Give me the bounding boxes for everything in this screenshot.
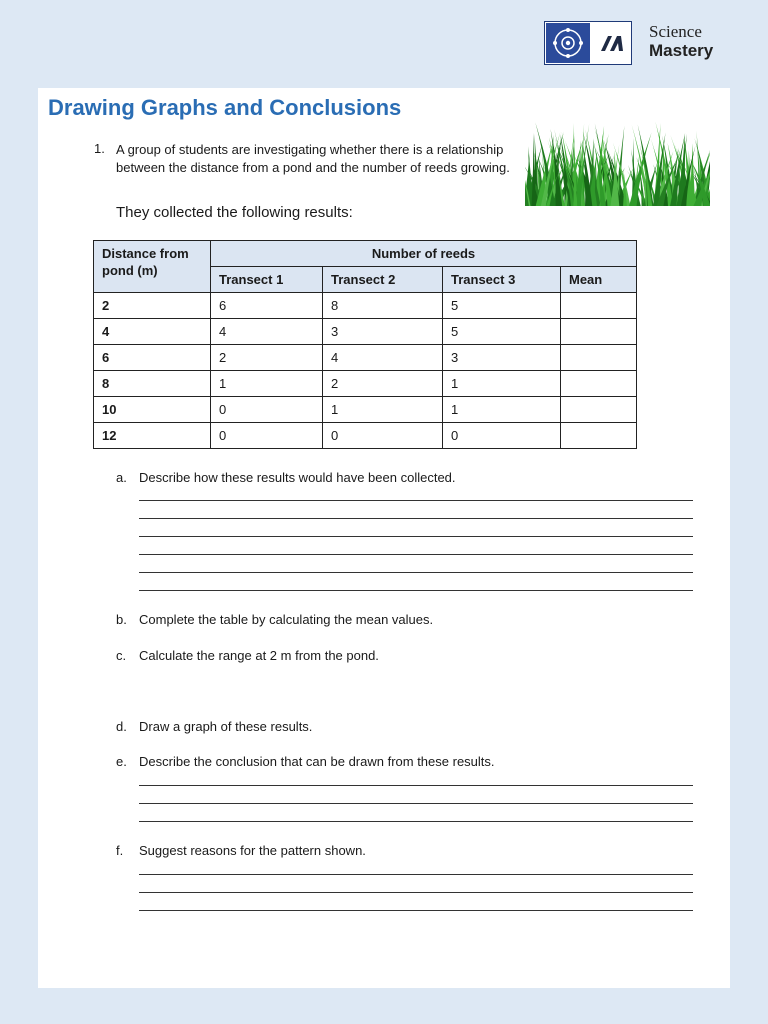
collected-intro: They collected the following results: [116, 204, 353, 221]
page-title: Drawing Graphs and Conclusions [48, 95, 402, 120]
grass-illustration [525, 122, 710, 206]
transect-2-cell: 4 [323, 345, 443, 371]
col-header-transect-3: Transect 3 [443, 267, 561, 293]
transect-2-cell: 8 [323, 293, 443, 319]
subquestion-f [116, 843, 366, 858]
col-header-mean: Mean [561, 267, 637, 293]
mean-cell[interactable] [561, 423, 637, 449]
transect-2-cell: 0 [323, 423, 443, 449]
subquestion-d [116, 719, 312, 734]
transect-1-cell: 1 [211, 371, 323, 397]
answer-line[interactable] [139, 500, 693, 501]
logo-mark [544, 21, 632, 65]
transect-3-cell: 1 [443, 397, 561, 423]
distance-cell: 8 [94, 371, 211, 397]
transect-3-cell: 3 [443, 345, 561, 371]
table-row [94, 397, 637, 423]
transect-1-cell: 4 [211, 319, 323, 345]
subquestion-letter: c. [116, 648, 127, 663]
answer-line[interactable] [139, 821, 693, 822]
reeds-group-header: Number of reeds [211, 241, 637, 267]
mean-cell[interactable] [561, 397, 637, 423]
subquestion-letter: f. [116, 843, 124, 858]
subquestion-text: Complete the table by calculating the mean values. [139, 612, 434, 627]
answer-line[interactable] [139, 572, 693, 573]
subquestion-text: Suggest reasons for the pattern shown. [139, 843, 366, 858]
results-table [93, 240, 637, 449]
mean-cell[interactable] [561, 293, 637, 319]
col-header-transect-2: Transect 2 [323, 267, 443, 293]
logo-wordmark [649, 22, 713, 60]
subquestion-b [116, 612, 433, 627]
atom-icon [546, 23, 590, 63]
question-number: 1. [94, 141, 105, 156]
answer-line[interactable] [139, 536, 693, 537]
subquestion-c [116, 648, 379, 663]
table-row [94, 371, 637, 397]
answer-line[interactable] [139, 892, 693, 893]
subquestion-letter: b. [116, 612, 127, 627]
subquestion-letter: d. [116, 719, 127, 734]
subquestion-text: Draw a graph of these results. [139, 719, 313, 734]
transect-1-cell: 6 [211, 293, 323, 319]
subquestion-e [116, 754, 495, 769]
distance-cell: 12 [94, 423, 211, 449]
subquestion-a [116, 470, 456, 485]
mean-cell[interactable] [561, 319, 637, 345]
table-row [94, 423, 637, 449]
distance-cell: 2 [94, 293, 211, 319]
transect-2-cell: 2 [323, 371, 443, 397]
mean-cell[interactable] [561, 345, 637, 371]
subquestion-text: Calculate the range at 2 m from the pond. [139, 648, 379, 663]
subquestion-letter: a. [116, 470, 127, 485]
question-text: A group of students are investigating whether there is a relationship between the distance from a pond and the number of reeds growing. [116, 142, 510, 175]
answer-line[interactable] [139, 590, 693, 591]
transect-2-cell: 1 [323, 397, 443, 423]
logo-line-2: Mastery [649, 41, 714, 60]
table-row [94, 293, 637, 319]
transect-2-cell: 3 [323, 319, 443, 345]
transect-1-cell: 0 [211, 397, 323, 423]
answer-line[interactable] [139, 785, 693, 786]
distance-cell: 4 [94, 319, 211, 345]
subquestion-text: Describe the conclusion that can be drawn from these results. [139, 754, 495, 769]
answer-line[interactable] [139, 803, 693, 804]
transect-3-cell: 5 [443, 319, 561, 345]
transect-3-cell: 0 [443, 423, 561, 449]
answer-line[interactable] [139, 910, 693, 911]
subquestion-text: Describe how these results would have been collected. [139, 470, 456, 485]
mastery-m-icon [591, 23, 631, 63]
transect-3-cell: 1 [443, 371, 561, 397]
subquestion-letter: e. [116, 754, 127, 769]
answer-line[interactable] [139, 874, 693, 875]
distance-cell: 10 [94, 397, 211, 423]
transect-3-cell: 5 [443, 293, 561, 319]
logo-line-1: Science [649, 22, 702, 41]
science-mastery-logo [544, 21, 744, 67]
transect-1-cell: 2 [211, 345, 323, 371]
table-row [94, 345, 637, 371]
col-header-transect-1: Transect 1 [211, 267, 323, 293]
distance-header: Distance from pond (m) [94, 241, 211, 293]
answer-line[interactable] [139, 518, 693, 519]
table-row [94, 319, 637, 345]
distance-cell: 6 [94, 345, 211, 371]
mean-cell[interactable] [561, 371, 637, 397]
answer-line[interactable] [139, 554, 693, 555]
transect-1-cell: 0 [211, 423, 323, 449]
